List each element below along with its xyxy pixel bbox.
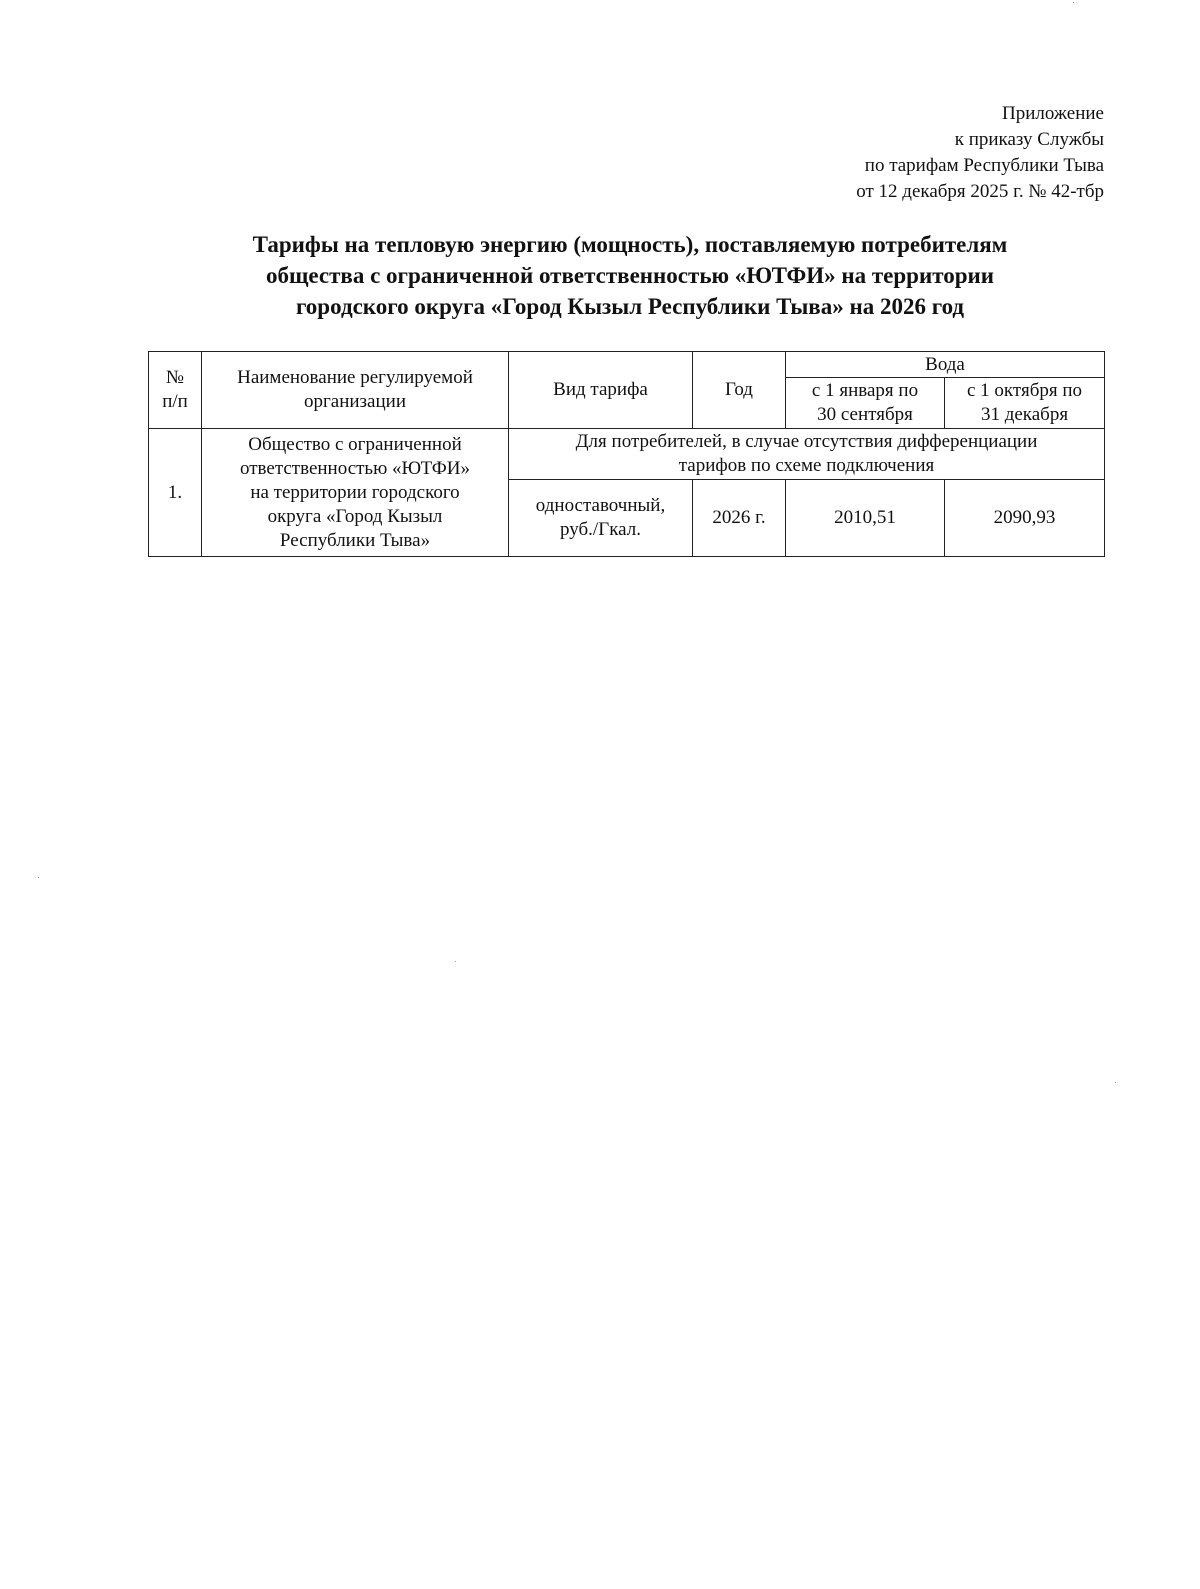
table-header-row [149,352,1105,378]
table-row [149,429,1105,480]
header-tariff-type: Вид тарифа [509,352,693,429]
header-period-2: с 1 октября по 31 декабря [945,378,1105,429]
appendix-line: Приложение [1002,103,1104,124]
scan-speck [38,877,39,878]
row-year: 2026 г. [693,480,786,557]
appendix-line: от 12 декабря 2025 г. № 42-тбр [856,181,1104,202]
document-title [130,229,1130,322]
scan-speck [1073,2,1074,3]
row-tariff-type: одноставочный, руб./Гкал. [509,480,693,557]
header-period-1: с 1 января по 30 сентября [786,378,945,429]
scan-speck [1115,1082,1116,1083]
appendix-line: к приказу Службы [954,129,1104,150]
title-line: Тарифы на тепловую энергию (мощность), поставляемую потребителям [252,232,1008,257]
header-water: Вода [786,352,1105,378]
appendix-reference [856,101,1104,205]
header-num: № п/п [149,352,202,429]
row-num: 1. [149,429,202,557]
row-consumer-note: Для потребителей, в случае отсутствия дифференциации тарифов по схеме подключения [509,429,1105,480]
row-period-1-value: 2010,51 [786,480,945,557]
scan-speck [455,961,456,962]
row-org-name: Общество с ограниченной ответственностью «ЮТФИ» на территории городского округа «Город Кызыл Республики Тыва» [202,429,509,557]
appendix-line: по тарифам Республики Тыва [864,155,1104,176]
row-period-2-value: 2090,93 [945,480,1105,557]
title-line: городского округа «Город Кызыл Республики Тыва» на 2026 год [295,294,965,319]
tariff-table [148,351,1105,557]
header-year: Год [693,352,786,429]
title-line: общества с ограниченной ответственностью «ЮТФИ» на территории [266,263,994,288]
header-org: Наименование регулируемой организации [202,352,509,429]
